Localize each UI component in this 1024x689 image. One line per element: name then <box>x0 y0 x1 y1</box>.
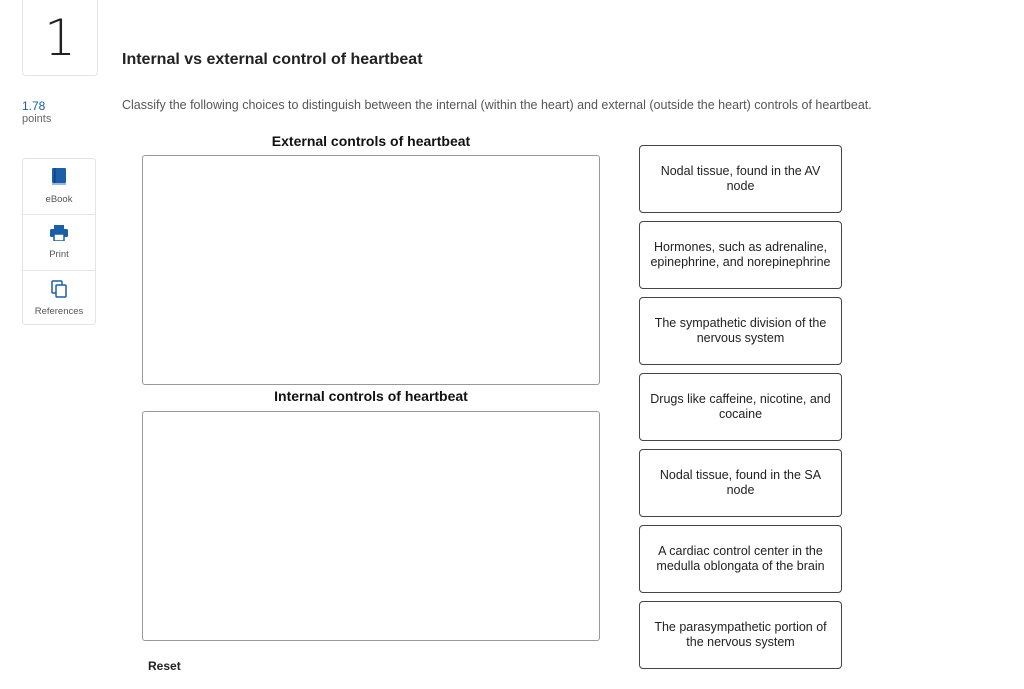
reset-button[interactable]: Reset <box>148 659 181 673</box>
references-label: References <box>34 306 84 317</box>
external-drop-zone[interactable] <box>142 155 600 385</box>
points-display <box>22 100 51 126</box>
choice-card[interactable]: The sympathetic division of the nervous system <box>639 297 842 365</box>
choice-card[interactable]: The parasympathetic portion of the nervous system <box>639 601 842 669</box>
choice-card[interactable]: Hormones, such as adrenaline, epinephrine, and norepinephrine <box>639 221 842 289</box>
question-instructions: Classify the following choices to distinguish between the internal (within the heart) and external (outside the heart) controls of heartbeat. <box>122 98 872 112</box>
print-label: Print <box>49 249 69 260</box>
internal-drop-zone[interactable] <box>142 411 600 641</box>
references-icon <box>51 280 67 303</box>
question-number: 1 <box>22 0 98 76</box>
points-label: points <box>22 113 52 125</box>
choice-card[interactable]: Drugs like caffeine, nicotine, and cocaine <box>639 373 842 441</box>
tools-panel <box>22 158 96 325</box>
points-value: 1.78 <box>22 99 46 113</box>
choice-card[interactable]: Nodal tissue, found in the AV node <box>639 145 842 213</box>
references-button[interactable] <box>23 271 95 326</box>
book-icon <box>51 168 67 191</box>
internal-zone-label: Internal controls of heartbeat <box>274 388 468 404</box>
ebook-button[interactable] <box>23 159 95 215</box>
printer-icon <box>50 225 68 246</box>
choice-card[interactable]: Nodal tissue, found in the SA node <box>639 449 842 517</box>
ebook-label: eBook <box>45 194 73 205</box>
external-zone-label: External controls of heartbeat <box>271 133 471 149</box>
question-title: Internal vs external control of heartbeat <box>122 51 423 68</box>
choice-card[interactable]: A cardiac control center in the medulla oblongata of the brain <box>639 525 842 593</box>
print-button[interactable] <box>23 215 95 271</box>
